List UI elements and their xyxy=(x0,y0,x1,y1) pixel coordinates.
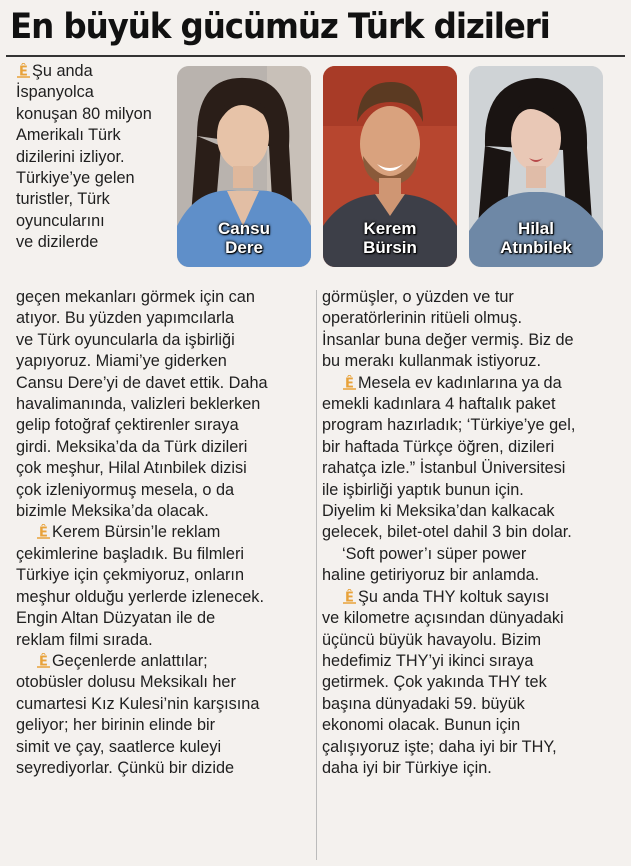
line: cumartesi Kız Kulesi’nin karşısına xyxy=(16,694,260,713)
caption-line1: Cansu xyxy=(218,219,270,238)
line: geliyor; her birinin elinde bir xyxy=(16,716,216,735)
line: çok izleniyormuş mesela, o da xyxy=(16,480,235,499)
caption-kerem-bursin xyxy=(323,219,457,257)
ee-monogram-icon xyxy=(342,589,357,604)
line: ekonomi olacak. Bunun için xyxy=(322,716,521,735)
line: çekimlerine başladık. Bu filmleri xyxy=(16,544,245,563)
caption-line2: Atınbilek xyxy=(500,238,572,257)
line: başına dünyadaki 59. büyük xyxy=(322,694,525,713)
caption-line2: Bürsin xyxy=(363,238,417,257)
line: bizimle Meksika’da olacak. xyxy=(16,502,209,521)
caption-line1: Kerem xyxy=(363,219,417,238)
paragraph-3-continued xyxy=(322,287,622,373)
line: meşhur olduğu yerlerde izlenecek. xyxy=(16,587,264,606)
line: geçen mekanları görmek için can xyxy=(16,288,255,306)
paragraph-1-top xyxy=(16,61,166,254)
line: ‘Soft power’ı süper power xyxy=(342,544,527,563)
caption-cansu-dere xyxy=(177,219,311,257)
caption-line1: Hilal xyxy=(518,219,554,238)
line: operatörlerinin ritüeli olmuş. xyxy=(322,309,522,328)
line: daha iyi bir Türkiye için. xyxy=(322,758,492,777)
paragraph-3 xyxy=(16,651,314,779)
line: hedefimiz THY’yi ikinci sıraya xyxy=(322,651,534,670)
line: otobüsler dolusu Meksikalı her xyxy=(16,673,236,692)
line: havalimanında, valizleri beklerken xyxy=(16,395,261,414)
line: konuşan 80 milyon xyxy=(16,104,152,123)
line: Şu anda THY koltuk sayısı xyxy=(358,587,550,606)
line: Türkiye’ye gelen xyxy=(16,169,135,188)
line: Geçenlerde anlattılar; xyxy=(52,651,208,670)
line: simit ve çay, saatlerce kuleyi xyxy=(16,737,222,756)
headline: En büyük gücümüz Türk dizileri xyxy=(10,7,550,47)
paragraph-5 xyxy=(322,544,622,587)
svg-text:Ê: Ê xyxy=(39,654,48,668)
line: girdi. Meksika’da da Türk dizileri xyxy=(16,437,248,456)
left-column xyxy=(16,287,314,779)
line: Şu anda xyxy=(32,62,93,80)
text-block xyxy=(16,61,166,254)
line: reklam filmi sırada. xyxy=(16,630,153,649)
line: Cansu Dere’yi de davet ettik. Daha xyxy=(16,373,268,392)
svg-text:Ê: Ê xyxy=(345,376,354,390)
line: İspanyolca xyxy=(16,83,94,102)
line: ve Türk oyuncularla da işbirliği xyxy=(16,330,235,349)
photo-kerem-bursin xyxy=(323,66,457,267)
ee-monogram-icon xyxy=(36,653,51,668)
ee-monogram-icon xyxy=(16,63,31,78)
line: bir haftada Türkçe öğren, dizileri xyxy=(322,437,555,456)
ee-monogram-icon xyxy=(36,524,51,539)
svg-text:Ê: Ê xyxy=(39,525,48,540)
line: Amerikalı Türk xyxy=(16,126,121,145)
line: görmüşler, o yüzden ve tur xyxy=(322,288,514,306)
line: Kerem Bürsin’le reklam xyxy=(52,523,221,542)
line: Engin Altan Düzyatan ile de xyxy=(16,609,216,628)
caption-line2: Dere xyxy=(225,238,263,257)
line: çalışıyoruz işte; daha iyi bir THY, xyxy=(322,737,557,756)
line: İnsanlar buna değer vermiş. Biz de xyxy=(322,330,574,349)
paragraph-6 xyxy=(322,587,622,780)
right-column xyxy=(322,287,622,779)
paragraph-1-bottom xyxy=(16,287,314,522)
headline-rule xyxy=(6,55,625,57)
line: çok meşhur, Hilal Atınbilek dizisi xyxy=(16,459,247,478)
column-divider xyxy=(316,290,317,860)
line: gelip fotoğraf çektirenler sıraya xyxy=(16,416,239,435)
line: Mesela ev kadınlarına ya da xyxy=(358,373,562,392)
line: Türkiye için çekmiyoruz, onların xyxy=(16,566,245,585)
line: atıyor. Bu yüzden yapımcılarla xyxy=(16,309,235,328)
line: ile işbirliği yaptık bunun için. xyxy=(322,480,524,499)
line: haline getiriyoruz bir anlamda. xyxy=(322,566,540,585)
svg-text:Ê: Ê xyxy=(345,590,354,604)
line: oyuncularını xyxy=(16,211,105,230)
svg-text:Ê: Ê xyxy=(19,64,28,78)
line: dizilerini izliyor. xyxy=(16,147,125,166)
photo-hilal-atinbilek xyxy=(469,66,603,267)
photo-cansu-dere xyxy=(177,66,311,267)
line: gelecek, bilet-otel dahil 3 bin dolar. xyxy=(322,523,572,542)
line: getirmek. Çok yakında THY tek xyxy=(322,673,547,692)
line: bu merakı kullanmak istiyoruz. xyxy=(322,352,541,371)
line: seyrediyorlar. Çünkü bir dizide xyxy=(16,758,235,777)
line: emekli kadınlara 4 haftalık paket xyxy=(322,395,556,414)
line: turistler, Türk xyxy=(16,190,110,209)
paragraph-2 xyxy=(16,522,314,650)
line: program hazırladık; ‘Türkiye’ye gel, xyxy=(322,416,576,435)
line: ve dizilerde xyxy=(16,233,99,252)
line: rahatça izle.” İstanbul Üniversitesi xyxy=(322,459,566,478)
line: yapıyoruz. Miami’ye giderken xyxy=(16,352,227,371)
caption-hilal-atinbilek xyxy=(469,219,603,257)
line: ve kilometre açısından dünyadaki xyxy=(322,609,564,628)
paragraph-4 xyxy=(322,373,622,544)
line: üçüncü büyük havayolu. Bizim xyxy=(322,630,542,649)
line: Diyelim ki Meksika’dan kalkacak xyxy=(322,502,555,521)
ee-monogram-icon xyxy=(342,375,357,390)
